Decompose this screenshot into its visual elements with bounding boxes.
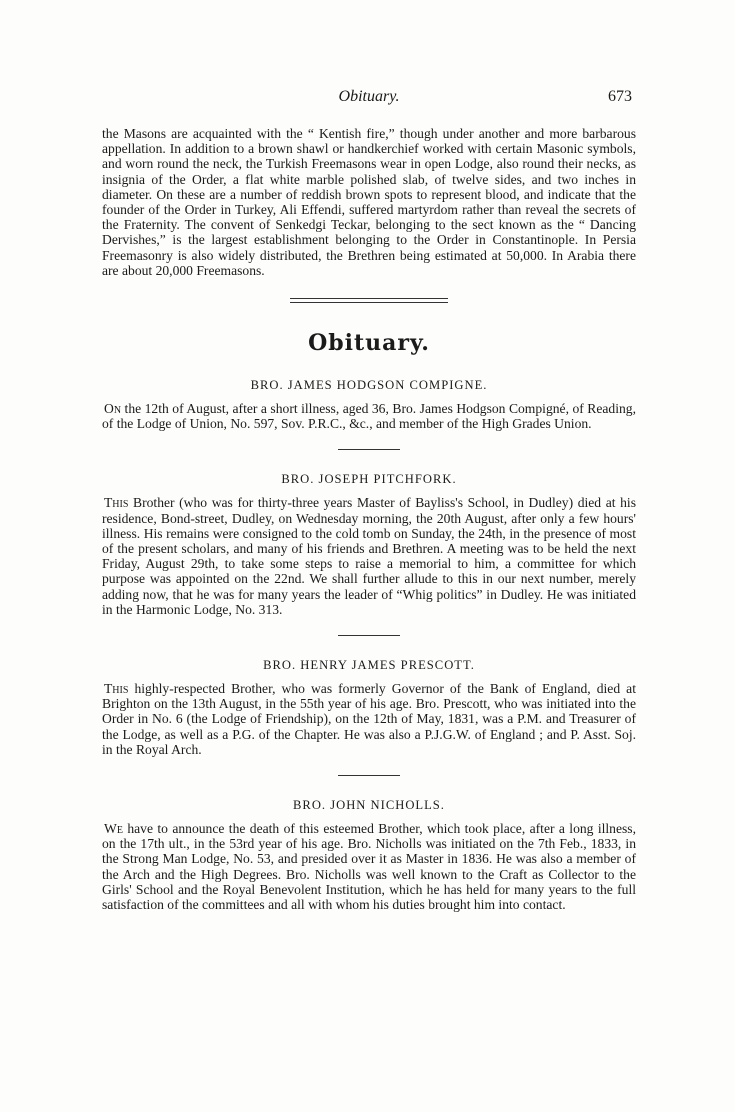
obituary-text	[102, 681, 636, 757]
obituary-body: have to announce the death of this esteemed Brother, which took place, after a long illness, on the 17th ult., in the 53rd year of his age. Bro. Nicholls was initiated on the 7th Feb., 1833, in the Strong Man Lodge, No. 53, and presided over it as Master in 1836. He was also a member of the Arch and the High Degrees. Bro. Nicholls was well known to the Craft as Collector to the Girls' School and the Royal Benevolent Institution, which he has held for many years to the full satisfaction of the committees and all with whom his duties brought him into contact.	[102, 821, 636, 913]
obituary-heading: BRO. HENRY JAMES PRESCOTT.	[263, 658, 475, 673]
running-title: Obituary.	[338, 88, 400, 105]
page	[102, 88, 636, 912]
obituary-heading: BRO. JAMES HODGSON COMPIGNE.	[250, 378, 488, 393]
obituary-heading: BRO. JOHN NICHOLLS.	[293, 798, 445, 813]
obituary-body: the 12th of August, after a short illness, aged 36, Bro. James Hodgson Compigné, of Reading, of the Lodge of Union, No. 597, Sov. P.R.C., &c., and member of the High Grades Union.	[102, 401, 636, 432]
obituary-entry	[102, 472, 636, 617]
section-title: Obituary.	[308, 330, 430, 357]
obituary-entry	[102, 798, 636, 912]
obituary-entry	[102, 378, 636, 431]
obituary-heading: BRO. JOSEPH PITCHFORK.	[281, 472, 457, 487]
obituary-lead-word: We	[104, 821, 123, 837]
obituary-lead-word: This	[104, 495, 129, 511]
entry-divider	[338, 449, 400, 450]
obituary-lead-word: This	[104, 681, 129, 697]
intro-paragraph: the Masons are acquainted with the “ Kentish fire,” though under another and more barbarous appellation. In addition to a brown shawl or handkerchief worked with certain Masonic symbols, and worn round the neck, the Turkish Freemasons wear in open Lodge, also round their necks, as insignia of the Order, a flat white marble polished slab, of twelve sides, and two inches in diameter. On these are a number of reddish brown spots to represent blood, and indicate that the founder of the Order in Turkey, Ali Effendi, suffered martyrdom rather than reveal the secrets of the Fraternity. The convent of Senkedgi Teckar, belonging to the sect known as the “ Dancing Dervishes,” is the largest establishment belonging to the Order in Constantinople. In Persia Freemasonry is also widely distributed, the Brethren being estimated at 50,000. In Arabia there are about 20,000 Freemasons.	[102, 126, 636, 278]
obituary-entry	[102, 658, 636, 757]
obituary-text	[102, 821, 636, 912]
entry-divider	[338, 635, 400, 636]
obituary-text	[102, 401, 636, 431]
section-divider	[290, 298, 448, 303]
entry-divider	[338, 775, 400, 776]
obituary-body: highly-respected Brother, who was formerly Governor of the Bank of England, died at Brighton on the 13th August, in the 55th year of his age. Bro. Prescott, who was initiated into the Order in No. 6 (the Lodge of Friendship), on the 12th of May, 1831, was a P.M. and Treasurer of the Lodge, as well as a P.G. of the Chapter. He was also a P.J.G.W. of England ; and P. Asst. Soj. in the Royal Arch.	[102, 681, 636, 757]
page-number: 673	[608, 88, 632, 105]
running-header	[102, 88, 636, 112]
obituary-lead-word: On	[104, 401, 122, 417]
obituary-text	[102, 495, 636, 617]
obituary-body: Brother (who was for thirty-three years Master of Bayliss's School, in Dudley) died at his residence, Bond-street, Dudley, on Wednesday morning, the 20th August, after only a few hours' illness. His remains were consigned to the cold tomb on Sunday, the 24th, in the presence of most of the present scholars, and many of his friends and Brethren. A meeting was to be held the next Friday, August 29th, to take some steps to raise a memorial to him, a committee for which purpose was appointed on the 22nd. We shall further allude to this in our next number, merely adding now, that he was for many years the leader of “Whig politics” in Dudley. He was initiated in the Harmonic Lodge, No. 313.	[102, 495, 636, 617]
